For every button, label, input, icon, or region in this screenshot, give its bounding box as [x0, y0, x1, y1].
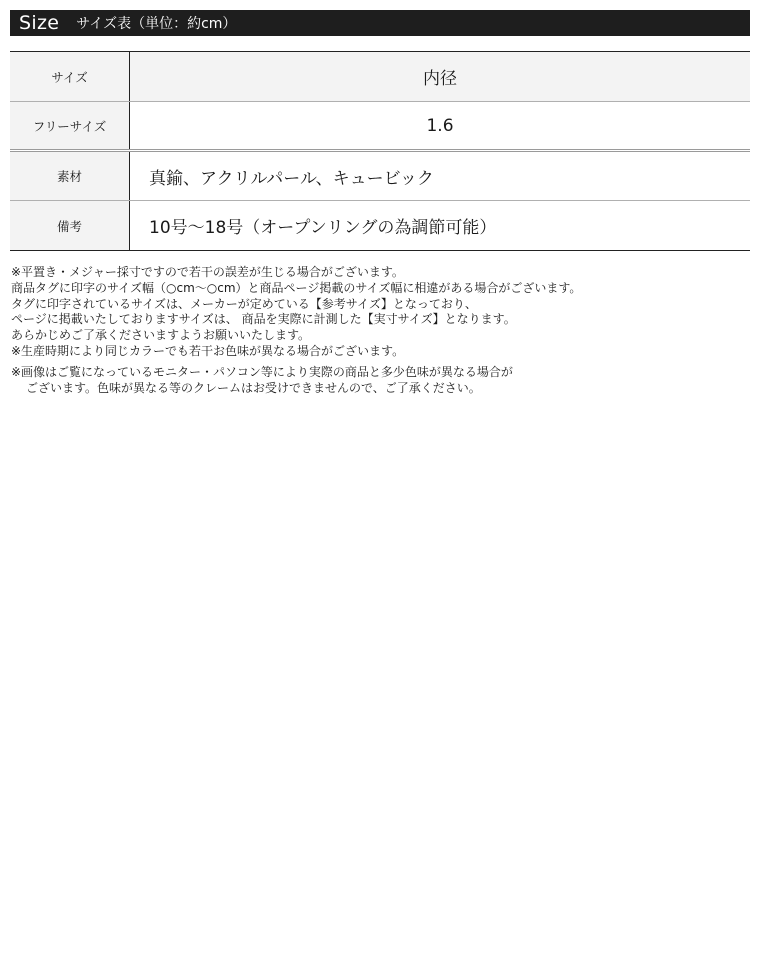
- size-notes: [11, 265, 749, 396]
- table-row-remarks: [10, 201, 750, 250]
- note-line: ※画像はご覧になっているモニター・パソコン等により実際の商品と多少色味が異なる場合が: [11, 364, 513, 379]
- table-row-free-size: [10, 102, 750, 152]
- size-column-label: サイズ: [10, 52, 130, 101]
- material-value: 真鍮、アクリルパール、キュービック: [149, 168, 434, 189]
- note-line: あらかじめご了承くださいますようお願いいたします。: [11, 328, 311, 343]
- note-line: ※生産時期により同じカラーでも若干お色味が異なる場合がございます。: [11, 343, 405, 358]
- note-line: 商品タグに印字のサイズ幅（○cm〜○cm）と商品ページ掲載のサイズ幅に相違がある場合がございます。: [11, 280, 582, 295]
- size-table-header: [10, 10, 750, 36]
- row-label-free-size: フリーサイズ: [10, 102, 130, 149]
- inner-diameter-value: 1.6: [426, 115, 454, 136]
- note-line: ページに掲載いたしておりますサイズは、 商品を実際に計測した【実寸サイズ】となります。: [11, 312, 516, 327]
- row-label-material: 素材: [10, 152, 130, 200]
- row-label-remarks: 備考: [10, 201, 130, 250]
- note-line: ございます。色味が異なる等のクレームはお受けできませんので、ご了承ください。: [26, 380, 481, 395]
- table-header-row: [10, 52, 750, 102]
- header-title: Size: [19, 12, 60, 34]
- table-row-material: [10, 152, 750, 201]
- note-line: タグに印字されているサイズは、メーカーが定めている【参考サイズ】となっており、: [11, 296, 477, 311]
- header-subtitle: サイズ表（単位：約cm）: [76, 16, 237, 32]
- remarks-value: 10号〜18号（オープンリングの為調節可能）: [149, 218, 497, 238]
- inner-diameter-header: 内径: [130, 52, 750, 101]
- note-line: ※平置き・メジャー採寸ですので若干の誤差が生じる場合がございます。: [11, 265, 404, 279]
- size-table: [10, 51, 750, 251]
